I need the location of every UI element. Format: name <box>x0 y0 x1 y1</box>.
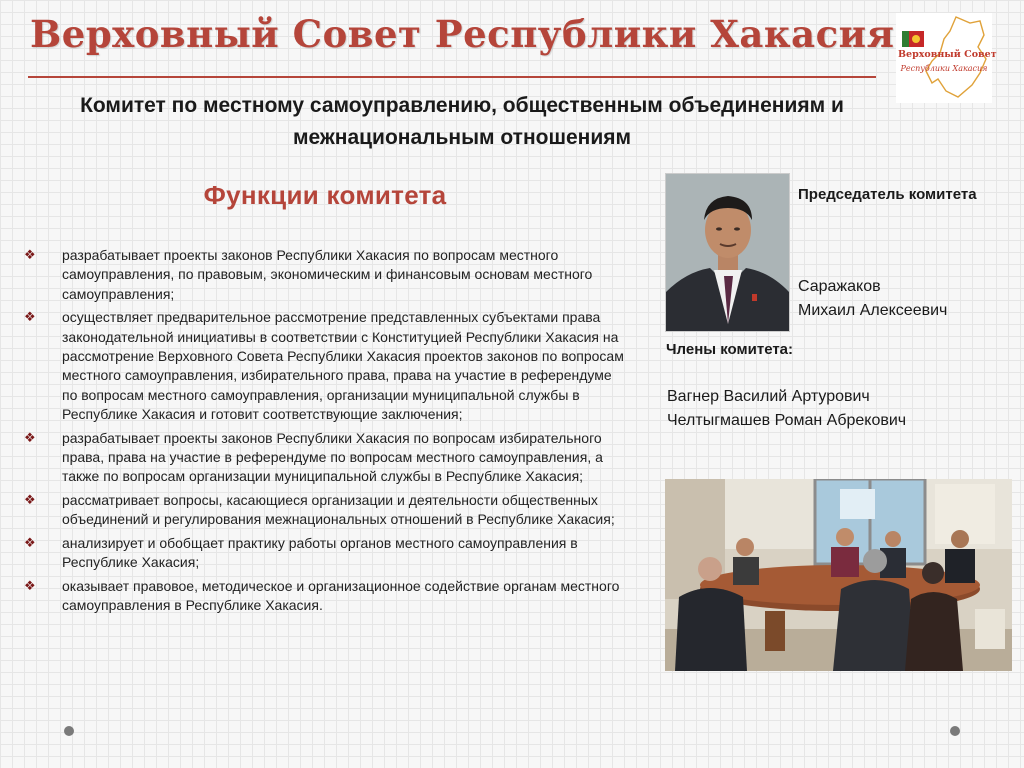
diamond-bullet-icon: ❖ <box>24 429 36 445</box>
function-item <box>22 246 628 304</box>
slide-dot-right <box>950 726 960 736</box>
functions-list <box>22 246 628 619</box>
chairman-surname: Саражаков <box>798 278 881 295</box>
diamond-bullet-icon: ❖ <box>24 577 36 593</box>
title-divider <box>28 76 876 78</box>
function-text: разрабатывает проекты законов Республики Хакасия по вопросам местного самоуправления, по правовым, экономическим и финансовым основам местного самоуправления; <box>62 247 593 302</box>
function-text: оказывает правовое, методическое и организационное содействие органам местного самоуправления в Республике Хакасия. <box>62 577 620 613</box>
supreme-council-logo <box>896 13 997 103</box>
chairman-label: Председатель комитета <box>798 186 977 203</box>
diamond-bullet-icon: ❖ <box>24 534 36 550</box>
logo-text-main: Верховный Совет <box>898 49 997 60</box>
committee-title: Комитет по местному самоуправлению, общественным объединениям и межнациональным отношениям <box>80 94 844 149</box>
function-item <box>22 534 628 573</box>
diamond-bullet-icon: ❖ <box>24 247 36 262</box>
diamond-bullet-icon: ❖ <box>24 309 36 325</box>
function-text: анализирует и обобщает практику работы органов местного самоуправления в Республике Хакасия; <box>62 534 578 571</box>
chairman-name <box>798 275 1008 323</box>
chairman-photo <box>665 173 790 332</box>
diamond-bullet-icon: ❖ <box>24 491 36 507</box>
slide-dot-left <box>64 726 74 736</box>
page-title: Верховный Совет Республики Хакасия <box>30 12 895 56</box>
function-item <box>22 491 628 530</box>
functions-heading: Функции комитета <box>203 180 447 210</box>
member-name: Вагнер Василий Артурович <box>667 388 870 405</box>
function-text: разрабатывает проекты законов Республики Хакасия по вопросам избирательного права, права на участие в референдуме по вопросам местного самоуправления, а также по вопросам организации муниципальной службы в Республике Хакасия; <box>62 429 603 485</box>
committee-meeting-photo <box>665 479 1012 671</box>
function-item <box>22 577 628 616</box>
function-item <box>22 429 628 487</box>
logo-text-sub: Республики Хакасия <box>900 64 988 73</box>
member-name: Челтыгмашев Роман Абрекович <box>667 412 907 429</box>
function-text: осуществляет предварительное рассмотрение представленных субъектами права законодательной инициативы в соответствии с Конституцией Республики Хакасия на рассмотрение Верховного Совета Республики Хакасия проектов законов по вопросам местного самоуправления, избирательного права, права на участие в референдуме по вопросам местного самоуправления, организации муниципальной службы в Республике Хакасия и готовит соответствующие заключения; <box>62 309 624 423</box>
members-label: Члены комитета: <box>666 341 794 358</box>
chairman-given-names: Михаил Алексеевич <box>798 302 948 319</box>
function-text: рассматривает вопросы, касающиеся организации и деятельности общественных объединений и регулирования межнациональных отношений в Республике Хакасия; <box>62 491 615 528</box>
function-item <box>22 308 628 424</box>
